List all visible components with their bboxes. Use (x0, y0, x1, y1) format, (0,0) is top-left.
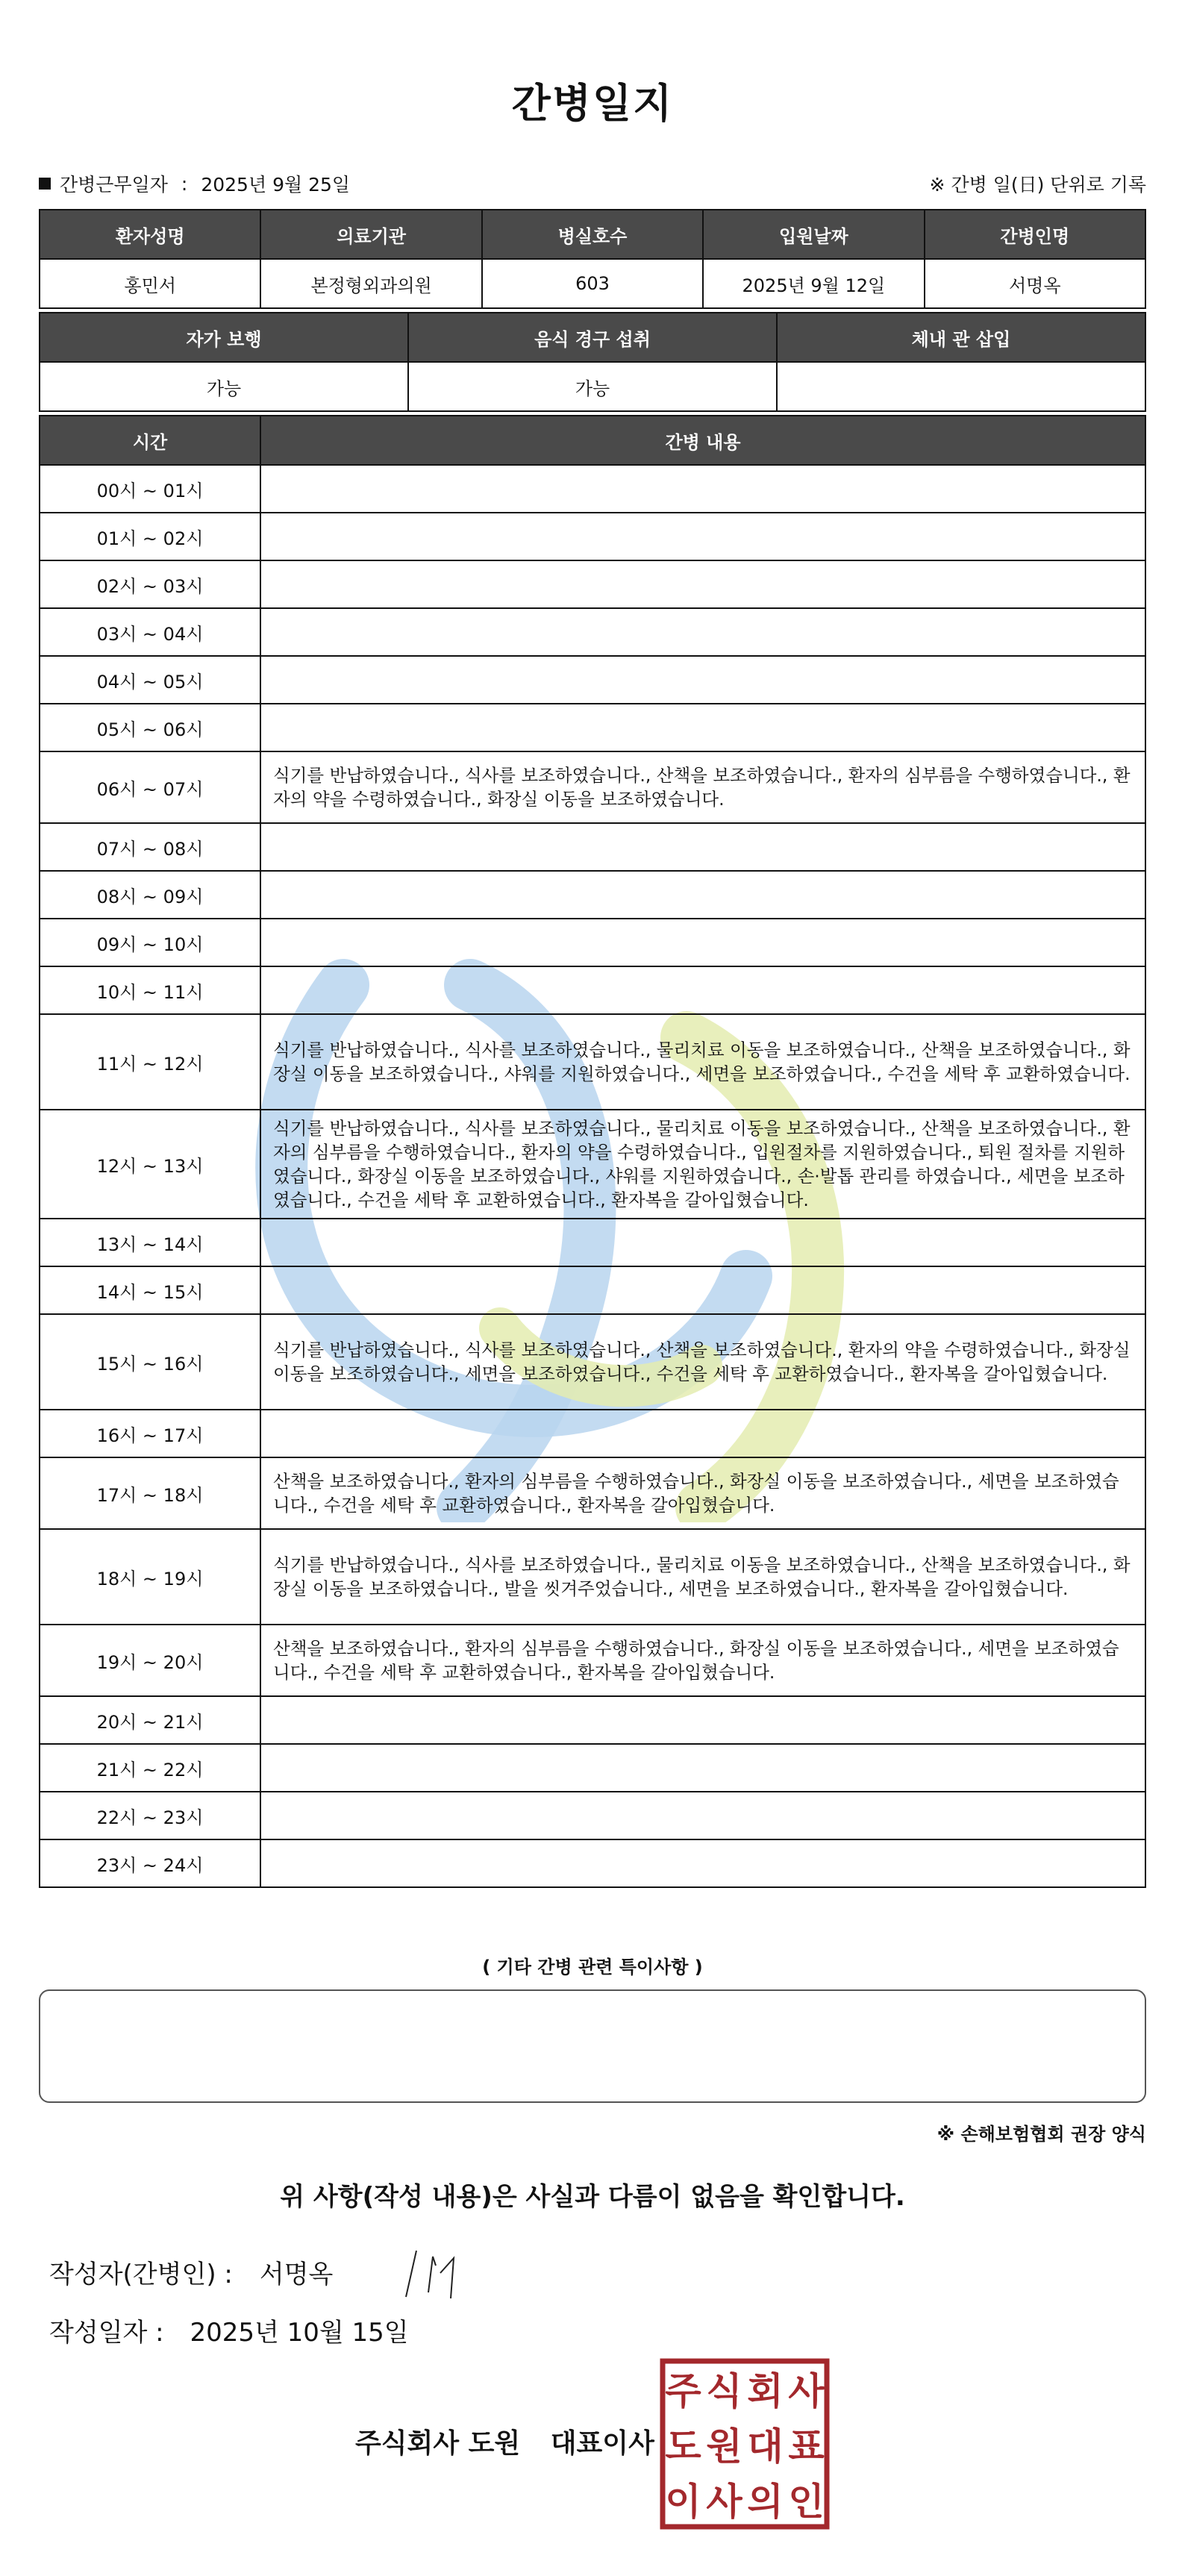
writer-label: 작성자(간병인) : (49, 2260, 233, 2289)
seal-char: 사 (788, 2369, 825, 2413)
log-time: 20시 ~ 21시 (40, 1696, 260, 1744)
log-time: 16시 ~ 17시 (40, 1410, 260, 1457)
header-time: 시간 (40, 416, 260, 465)
log-time: 02시 ~ 03시 (40, 560, 260, 608)
log-row (40, 1014, 1145, 1110)
header-patient-name: 환자성명 (40, 210, 260, 259)
work-date-value: 2025년 9월 25일 (201, 174, 351, 196)
log-content (260, 1792, 1145, 1839)
log-time: 14시 ~ 15시 (40, 1266, 260, 1314)
log-row (40, 1696, 1145, 1744)
work-date (39, 170, 350, 197)
written-date-line (49, 2312, 409, 2348)
log-content (260, 656, 1145, 704)
log-row (40, 1110, 1145, 1219)
log-content (260, 1696, 1145, 1744)
tube-value (777, 362, 1145, 411)
oral-intake-value: 가능 (408, 362, 777, 411)
log-time: 08시 ~ 09시 (40, 871, 260, 919)
log-content (260, 608, 1145, 656)
header-walking: 자가 보행 (40, 313, 408, 362)
log-content: 식기를 반납하였습니다., 식사를 보조하였습니다., 산책을 보조하였습니다., 환자의 약을 수령하였습니다., 화장실 이동을 보조하였습니다., 세면을 보조하였습니다., 수건을 세탁 후 교환하였습니다., 환자복을 갈아입혔습니다. (260, 1314, 1145, 1410)
header-hospital: 의료기관 (260, 210, 481, 259)
seal-char: 인 (788, 2480, 825, 2524)
log-content (260, 966, 1145, 1014)
log-content (260, 465, 1145, 513)
recommend-note: ※ 손해보험협회 권장 양식 (937, 2124, 1146, 2145)
company-line (355, 2422, 654, 2460)
seal-char: 원 (706, 2425, 742, 2469)
log-row (40, 919, 1145, 966)
admission-date: 2025년 9월 12일 (703, 259, 924, 308)
company-seal-icon (660, 2358, 830, 2530)
log-content (260, 1839, 1145, 1887)
header-admission-date: 입원날짜 (703, 210, 924, 259)
log-content (260, 560, 1145, 608)
log-content (260, 823, 1145, 871)
unit-note: ※ 간병 일(日) 단위로 기록 (929, 174, 1146, 196)
log-row (40, 751, 1145, 823)
log-row (40, 1792, 1145, 1839)
seal-char: 표 (788, 2425, 825, 2469)
log-time: 18시 ~ 19시 (40, 1529, 260, 1625)
header-content: 간병 내용 (260, 416, 1145, 465)
page-title: 간병일지 (511, 80, 674, 127)
seal-char: 주 (665, 2369, 701, 2413)
log-row (40, 656, 1145, 704)
room-number: 603 (482, 259, 703, 308)
log-row (40, 1410, 1145, 1457)
log-time: 23시 ~ 24시 (40, 1839, 260, 1887)
log-row (40, 608, 1145, 656)
log-content (260, 1219, 1145, 1266)
log-time: 21시 ~ 22시 (40, 1744, 260, 1792)
log-content: 산책을 보조하였습니다., 환자의 심부름을 수행하였습니다., 화장실 이동을 보조하였습니다., 세면을 보조하였습니다., 수건을 세탁 후 교환하였습니다., 환자복을 갈아입혔습니다. (260, 1457, 1145, 1529)
seal-char: 회 (747, 2369, 784, 2413)
bullet-square-icon (39, 178, 51, 190)
log-content: 식기를 반납하였습니다., 식사를 보조하였습니다., 물리치료 이동을 보조하였습니다., 산책을 보조하였습니다., 화장실 이동을 보조하였습니다., 샤워를 지원하였습니다., 세면을 보조하였습니다., 수건을 세탁 후 교환하였습니다. (260, 1014, 1145, 1110)
log-row (40, 465, 1145, 513)
log-content (260, 704, 1145, 751)
log-time: 07시 ~ 08시 (40, 823, 260, 871)
log-time: 04시 ~ 05시 (40, 656, 260, 704)
confirm-statement: 위 사항(작성 내용)은 사실과 다름이 없음을 확인합니다. (280, 2182, 905, 2212)
etc-notes-box (39, 1989, 1146, 2103)
log-time: 09시 ~ 10시 (40, 919, 260, 966)
log-row (40, 513, 1145, 560)
log-time: 15시 ~ 16시 (40, 1314, 260, 1410)
log-row (40, 560, 1145, 608)
log-row (40, 1839, 1145, 1887)
log-row (40, 823, 1145, 871)
log-content (260, 1744, 1145, 1792)
log-time: 06시 ~ 07시 (40, 751, 260, 823)
log-row (40, 1744, 1145, 1792)
log-content: 식기를 반납하였습니다., 식사를 보조하였습니다., 물리치료 이동을 보조하였습니다., 산책을 보조하였습니다., 환자의 심부름을 수행하였습니다., 환자의 약을 수령하였습니다., 입원절차를 지원하였습니다., 퇴원 절차를 지원하였습니다., 화장실 이동을 보조하였습니다., 샤워를 지원하였습니다., 손·발톱 관리를 하였습니다., 세면을 보조하였습니다., 수건을 세탁 후 교환하였습니다., 환자복을 갈아입혔습니다. (260, 1110, 1145, 1219)
log-row (40, 966, 1145, 1014)
ceo-title: 대표이사 (550, 2428, 654, 2459)
seal-char: 대 (747, 2425, 784, 2469)
header-room: 병실호수 (482, 210, 703, 259)
care-log-table (39, 415, 1146, 1888)
work-date-sep: : (181, 172, 188, 195)
written-date-value: 2025년 10월 15일 (190, 2318, 409, 2348)
written-date-label: 작성일자 : (49, 2318, 164, 2348)
log-time: 01시 ~ 02시 (40, 513, 260, 560)
log-time: 13시 ~ 14시 (40, 1219, 260, 1266)
log-content (260, 871, 1145, 919)
log-row (40, 704, 1145, 751)
walking-value: 가능 (40, 362, 408, 411)
log-row (40, 871, 1145, 919)
log-time: 19시 ~ 20시 (40, 1625, 260, 1696)
log-time: 11시 ~ 12시 (40, 1014, 260, 1110)
company-name: 주식회사 도원 (355, 2428, 521, 2459)
log-row (40, 1219, 1145, 1266)
log-row (40, 1314, 1145, 1410)
log-row (40, 1625, 1145, 1696)
log-time: 10시 ~ 11시 (40, 966, 260, 1014)
log-time: 05시 ~ 06시 (40, 704, 260, 751)
writer-line (49, 2254, 333, 2290)
log-time: 12시 ~ 13시 (40, 1110, 260, 1219)
log-content (260, 919, 1145, 966)
log-time: 03시 ~ 04시 (40, 608, 260, 656)
log-row (40, 1529, 1145, 1625)
patient-status-table (39, 312, 1146, 412)
seal-char: 의 (747, 2480, 784, 2524)
seal-char: 식 (706, 2369, 742, 2413)
seal-char: 이 (665, 2480, 701, 2524)
header-oral-intake: 음식 경구 섭취 (408, 313, 777, 362)
patient-info-table (39, 209, 1146, 309)
log-content: 산책을 보조하였습니다., 환자의 심부름을 수행하였습니다., 화장실 이동을 보조하였습니다., 세면을 보조하였습니다., 수건을 세탁 후 교환하였습니다., 환자복을 갈아입혔습니다. (260, 1625, 1145, 1696)
header-tube: 체내 관 삽입 (777, 313, 1145, 362)
log-time: 00시 ~ 01시 (40, 465, 260, 513)
log-content: 식기를 반납하였습니다., 식사를 보조하였습니다., 산책을 보조하였습니다., 환자의 심부름을 수행하였습니다., 환자의 약을 수령하였습니다., 화장실 이동을 보조하였습니다. (260, 751, 1145, 823)
hospital-name: 본정형외과의원 (260, 259, 481, 308)
patient-name: 홍민서 (40, 259, 260, 308)
log-content: 식기를 반납하였습니다., 식사를 보조하였습니다., 물리치료 이동을 보조하였습니다., 산책을 보조하였습니다., 화장실 이동을 보조하였습니다., 발을 씻겨주었습니다., 세면을 보조하였습니다., 환자복을 갈아입혔습니다. (260, 1529, 1145, 1625)
seal-char: 사 (706, 2480, 742, 2524)
header-caregiver: 간병인명 (925, 210, 1145, 259)
log-time: 22시 ~ 23시 (40, 1792, 260, 1839)
signature-icon (391, 2245, 466, 2304)
log-content (260, 513, 1145, 560)
seal-char: 도 (665, 2425, 701, 2469)
log-row (40, 1457, 1145, 1529)
work-date-label: 간병근무일자 (60, 174, 168, 196)
writer-name: 서명옥 (259, 2260, 334, 2289)
log-content (260, 1266, 1145, 1314)
log-row (40, 1266, 1145, 1314)
etc-notes-content (40, 1991, 1145, 2009)
etc-title: ( 기타 간병 관련 특이사항 ) (482, 1957, 703, 1978)
log-time: 17시 ~ 18시 (40, 1457, 260, 1529)
caregiver-name: 서명옥 (925, 259, 1145, 308)
log-content (260, 1410, 1145, 1457)
